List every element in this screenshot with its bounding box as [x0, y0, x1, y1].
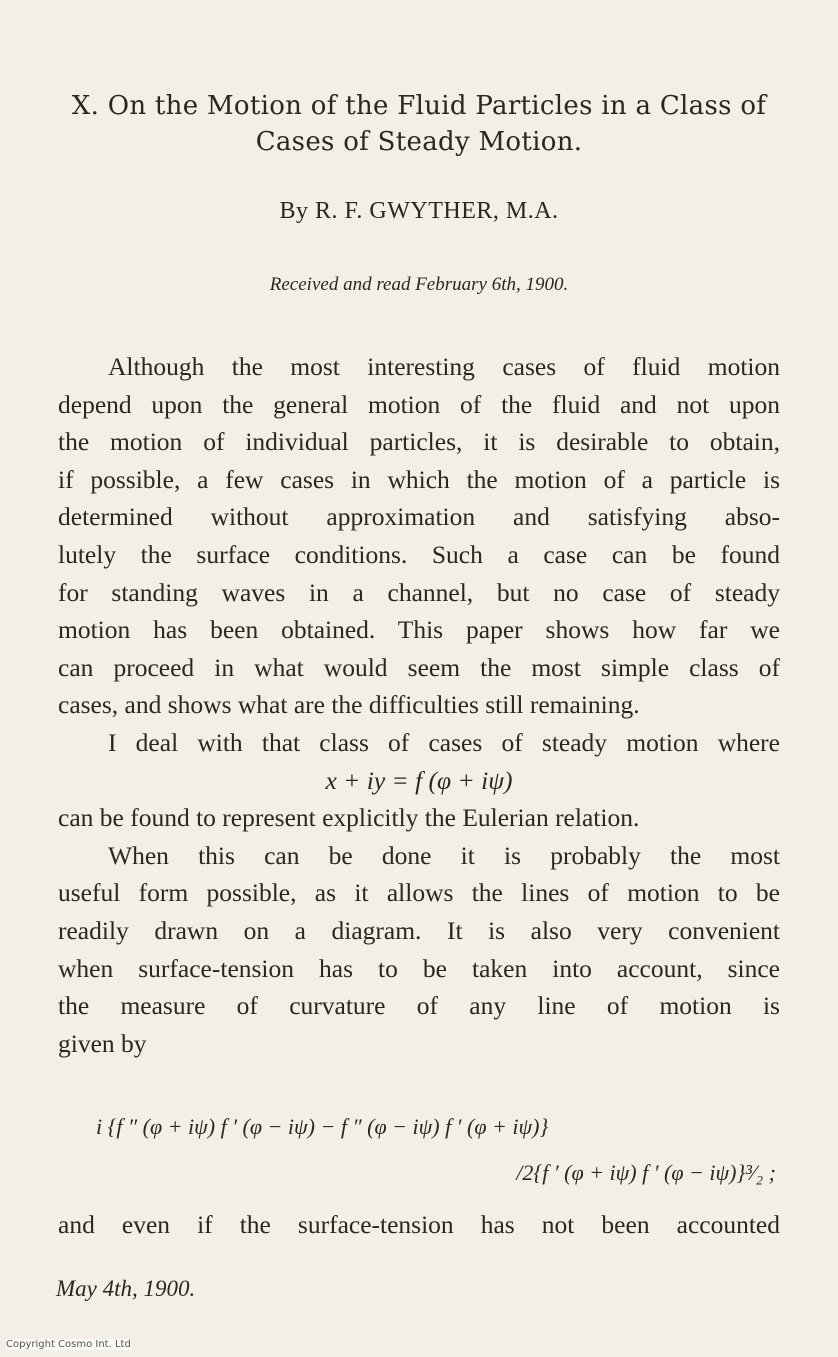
text-line: the measure of curvature of any line of motion is: [58, 991, 780, 1021]
text-line: if possible, a few cases in which the motion of a particle is: [58, 464, 780, 494]
text-line: depend upon the general motion of the fluid and not upon: [58, 389, 780, 419]
text-line: for standing waves in a channel, but no case of steady: [58, 577, 780, 607]
text-line: useful form possible, as it allows the lines of motion to be: [58, 878, 780, 908]
body-text: [58, 348, 780, 1062]
text-line: when surface-tension has to be taken into account, since: [58, 953, 780, 983]
formula-denominator: /2{f ′ (φ + iψ) f ′ (φ − iψ)}³⁄₂ ;: [516, 1160, 776, 1185]
text-line: readily drawn on a diagram. It is also very convenient: [58, 915, 780, 945]
formula-numerator: i {f ″ (φ + iψ) f ′ (φ − iψ) − f ″ (φ − iψ) f ′ (φ + iψ)}: [96, 1114, 549, 1139]
text-line: given by: [58, 1028, 147, 1058]
received-date: Received and read February 6th, 1900.: [269, 274, 569, 295]
text-line: Although the most interesting cases of fluid motion: [108, 352, 780, 381]
title-line-2: Cases of Steady Motion.: [255, 127, 583, 157]
text-line: can be found to represent explicitly the Eulerian relation.: [58, 803, 640, 833]
copyright-notice: Copyright Cosmo Int. Ltd: [6, 1339, 131, 1350]
title-line-1: X. On the Motion of the Fluid Particles in a Class of: [71, 91, 767, 121]
text-line: motion has been obtained. This paper shows how far we: [58, 615, 780, 645]
text-line: I deal with that class of cases of steady motion where: [108, 727, 780, 757]
text-line: determined without approximation and satisfying abso-: [58, 502, 780, 532]
text-line: cases, and shows what are the difficulties still remaining.: [58, 690, 640, 720]
text-line: When this can be done it is probably the most: [108, 840, 780, 870]
text-line: can proceed in what would seem the most simple class of: [58, 652, 780, 682]
text-line: lutely the surface conditions. Such a case can be found: [58, 539, 780, 569]
equation-1: x + iy = f (φ + iψ): [325, 765, 513, 795]
paper-title: [40, 88, 798, 160]
text-line: the motion of individual particles, it is desirable to obtain,: [58, 427, 780, 457]
footer-date: May 4th, 1900.: [56, 1276, 196, 1301]
author-line: By R. F. GWYTHER, M.A.: [279, 198, 559, 224]
text-line: and even if the surface-tension has not been accounted: [58, 1210, 780, 1239]
